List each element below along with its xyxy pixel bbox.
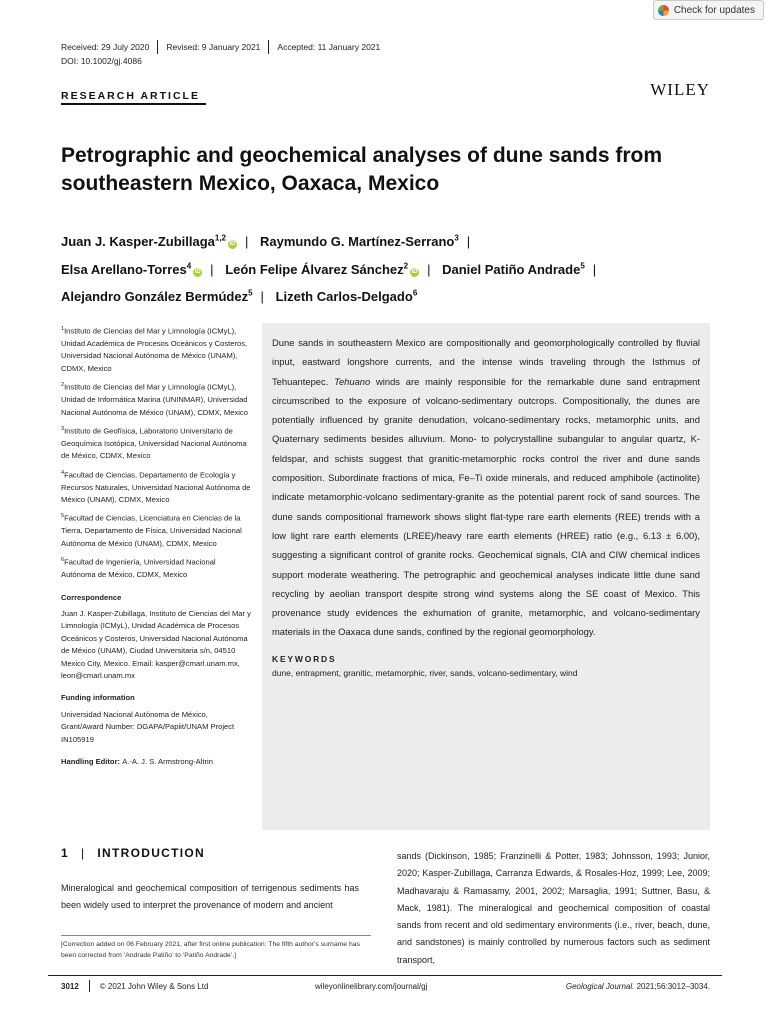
section-title: INTRODUCTION <box>97 846 205 860</box>
doi[interactable]: DOI: 10.1002/gj.4086 <box>61 56 142 66</box>
article-title: Petrographic and geochemical analyses of dune sands from southeastern Mexico, Oaxaca, Mexico <box>61 144 663 195</box>
keywords-heading: KEYWORDS <box>272 653 337 664</box>
author[interactable]: Juan J. Kasper-Zubillaga$^{1,2}$ <box>61 234 226 250</box>
intro-paragraph-left: Mineralogical and geochemical composition of terrigenous sediments has been widely used to interpret the provenance of modern and ancient <box>61 883 359 910</box>
author-separator: | <box>245 234 249 250</box>
author[interactable]: Raymundo G. Martínez-Serrano$^3$ <box>260 234 459 250</box>
correction-footnote: [Correction added on 06 February 2021, after first online publication: The fifth author's surname has been corrected from ‘Andrade Patiño’ to ‘Patiño Andrade’.] <box>61 941 360 959</box>
abstract-box <box>262 323 710 830</box>
footnote-rule <box>61 935 371 936</box>
author-separator: | <box>260 288 264 304</box>
intro-paragraph-right: sands (Dickinson, 1985; Franzinelli & Potter, 1983; Johnsson, 1993; Junior, 2020; Kasper-Zubillaga, Carranza Edwards, & Rosales-Hoz, 1999; Lee, 2009; Madhavaraju & Ramasamy, 2001, 2002; Marsaglia, 1991; Suttner, Basu, & Mack, 1981). The mineralogical and geochemical composition of coastal sands from recent and old sedimentary environments (i.e., river, beach, dune, and sandstones) is mainly controlled by numerous factors such as sediment transport, <box>397 851 710 965</box>
accepted-date: Accepted: 11 January 2021 <box>277 42 381 52</box>
author-separator: | <box>592 261 597 277</box>
journal-website-link[interactable]: wileyonlinelibrary.com/journal/gj <box>315 981 428 991</box>
divider <box>157 40 158 54</box>
affiliation: $^1$Instituto de Ciencias del Mar y Limnología (ICMyL), Unidad Académica de Procesos Oceánicos y Costeros, Universidad Nacional Autónoma de México (UNAM), CDMX, Mexico <box>61 326 248 373</box>
funding-heading: Funding information <box>61 693 135 703</box>
page-footer <box>61 980 710 992</box>
received-date: Received: 29 July 2020 <box>61 42 150 52</box>
funding-text: Universidad Nacional Autónoma de México, Grant/Award Number: DGAPA/Papiit/UNAM Project IN105919 <box>61 709 235 744</box>
journal-citation: Geological Journal. 2021;56:3012–3034. <box>565 981 710 991</box>
author[interactable]: Alejandro González Bermúdez$^5$ <box>61 288 253 304</box>
affiliation: $^3$Instituto de Geofísica, Laboratorio Universitario de Geoquímica Isotópica, Universidad Nacional Autónoma de México, CDMX, Mexico <box>61 425 247 461</box>
article-type-underline <box>61 103 206 105</box>
footer-rule <box>48 975 722 976</box>
orcid-icon[interactable]: iD <box>194 268 201 275</box>
page-number: 3012 <box>61 981 79 991</box>
affiliation: $^5$Facultad de Ciencias, Licenciatura en Ciencias de la Tierra, Departamento de Física, Universidad Nacional Autónoma de México (UNAM), CDMX, Mexico <box>61 513 242 548</box>
check-for-updates-badge[interactable] <box>653 0 764 20</box>
author-separator: | <box>466 234 471 250</box>
author[interactable]: León Felipe Álvarez Sánchez$^2$ <box>225 261 409 277</box>
revised-date: Revised: 9 January 2021 <box>166 42 261 52</box>
correspondence-heading: Correspondence <box>61 592 122 602</box>
orcid-icon[interactable]: iD <box>229 241 236 248</box>
crossmark-icon <box>658 5 669 16</box>
affiliations-column <box>61 323 251 772</box>
affiliation: $^6$Facultad de Ingeniería, Universidad Nacional Autónoma de México, CDMX, Mexico <box>61 557 216 580</box>
check-for-updates-label: Check for updates <box>673 4 755 16</box>
divider <box>89 980 90 992</box>
section-separator: | <box>80 846 86 860</box>
author[interactable]: Lizeth Carlos-Delgado$^6$ <box>275 288 418 304</box>
author[interactable]: Elsa Arellano-Torres$^4$ <box>61 261 192 277</box>
orcid-icon[interactable]: iD <box>411 268 418 275</box>
section-heading <box>61 846 205 860</box>
author-separator: | <box>210 261 214 277</box>
abstract-text: Dune sands in southeastern Mexico are compositionally and geomorphologically controlled by fluvial input, eastward longshore currents, and the intense winds traveling through the Isthmus of Tehuantepec. Tehuano winds are mainly responsible for the remarkable dune sand entrapment circumscribed to the exposure of volcano-sedimentary outcrops. Compositionally, the dunes are potentially influenced by granite denudation, volcano-sedimentary rocks, metamorphic units, and Quaternary sediments besides alluvium. Mono- to polycrystalline subangular to angular quartz, K-feldspar, and schists suggest that granitic-metamorphic rocks control the river and dune sands composition. Subordinate fractions of mica, Fe–Ti oxide minerals, and reduced amphibole (actinolite) indicate metamorphic-volcano sedimentary-granite as the potential parent rock of sand sources. The dune sands compositional framework shows slight flat-type rare earth elements (REE) trends with a low light rare earth elements (LREE)/heavy rare earth elements (HREE) ratio (e.g., 6.13 ± 6.00), suggesting a significant control of granite rocks. Geochemical signals, CIA and CIW chemical indices support moderate weathering. The petrographic and geochemical analyses indicate little dune sand recycling by aeolian transport despite strong wind systems along the SE coast of Mexico. This provenance study evidences the exhumation of granite, metamorphic, and volcano-sedimentary materials in the Oaxaca dune sands, confined by the regional geomorphology. <box>272 337 701 638</box>
author[interactable]: Daniel Patiño Andrade$^5$ <box>442 261 585 277</box>
article-type: RESEARCH ARTICLE <box>61 90 200 102</box>
publisher-logo: WILEY <box>650 80 710 99</box>
correspondence-text: Juan J. Kasper-Zubillaga, Instituto de Ciencias del Mar y Limnología (ICMyL), Unidad Académica de Procesos Oceánicos y Costeros, Universidad Nacional Autónoma de México (UNAM), Ciudad Universitaria s/n, 04510 Mexico City, Mexico. Email: kasper@cmarl.unam.mx, leon@cmarl.unam.mx <box>61 608 251 680</box>
publication-dates <box>61 40 380 54</box>
handling-editor: Handling Editor: A.-A. J. S. Armstrong-Altrin <box>61 756 213 766</box>
affiliation: $^4$Facultad de Ciencias, Departamento de Ecología y Recursos Naturales, Universidad Nacional Autónoma de México (UNAM), CDMX, Mexico <box>61 469 251 504</box>
author-separator: | <box>427 261 431 277</box>
section-number: 1 <box>61 846 69 860</box>
author-list <box>61 227 721 309</box>
copyright: © 2021 John Wiley & Sons Ltd <box>99 981 209 991</box>
keywords-text: dune, entrapment, granitic, metamorphic, river, sands, volcano-sedimentary, wind <box>272 667 578 678</box>
affiliation: $^2$Instituto de Ciencias del Mar y Limnología (ICMyL), Unidad de Informática Marina (UNINMAR), Universidad Nacional Autónoma de México (UNAM), CDMX, Mexico <box>61 382 248 417</box>
divider <box>268 40 269 54</box>
